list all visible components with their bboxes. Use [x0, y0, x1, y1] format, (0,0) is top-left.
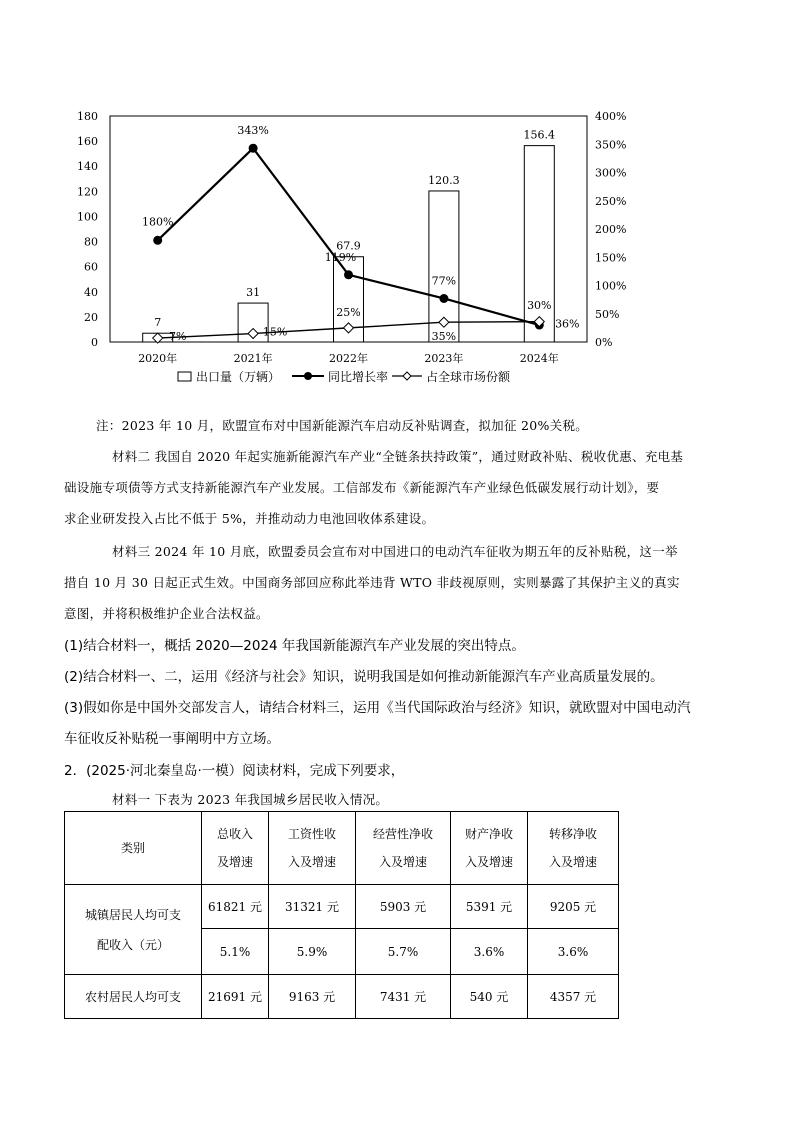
problem-2-heading: 2．(2025·河北秦皇岛·一模）阅读材料，完成下列要求，: [64, 763, 405, 779]
market-share-label: 15%: [262, 325, 288, 339]
x-axis-ticks: [138, 351, 559, 365]
growth-rate-label: 77%: [431, 274, 457, 288]
table-row: [65, 975, 619, 1019]
growth-rate-point: [249, 144, 258, 153]
x-tick-label: 2021年: [233, 352, 273, 365]
material-3-line-2: 措自 10 月 30 日起正式生效。中国商务部回应称此举违背 WTO 非歧视原则，实则暴露了其保护主义的真实: [64, 575, 680, 590]
table-row: [65, 885, 619, 929]
table-cell: 3.6%: [451, 929, 528, 975]
header-transfer: 转移净收 入及增速: [528, 812, 619, 885]
left-tick-label: 20: [84, 310, 98, 324]
left-tick-label: 80: [84, 235, 98, 249]
market-share-label: 7%: [168, 330, 187, 344]
legend-diamond-swatch: [403, 372, 411, 380]
market-share-label: 36%: [555, 317, 580, 331]
market-share-line: [153, 306, 580, 343]
right-tick-label: 100%: [595, 279, 627, 293]
x-tick-label: 2024年: [519, 352, 559, 365]
right-tick-label: 150%: [595, 251, 627, 265]
header-wage: 工资性收 入及增速: [269, 812, 356, 885]
left-tick-label: 160: [77, 135, 98, 149]
growth-rate-point: [439, 294, 448, 303]
legend-dot-swatch: [304, 372, 312, 380]
right-tick-label: 200%: [595, 223, 627, 236]
legend-bar-swatch: [178, 372, 191, 381]
question-2: (2)结合材料一、二，运用《经济与社会》知识，说明我国是如何推动新能源汽车产业高质量发展的。: [64, 669, 664, 685]
market-share-label: 25%: [336, 305, 361, 319]
material-2-line-2: 础设施专项债等方式支持新能源汽车产业发展。工信部发布《新能源汽车产业绿色低碳发展行动计划》，要: [64, 480, 660, 495]
table-cell: 4357 元: [528, 975, 619, 1019]
header-property: 财产净收 入及增速: [451, 812, 528, 885]
right-tick-label: 400%: [595, 110, 627, 123]
growth-rate-label: 180%: [141, 215, 174, 229]
table-cell: 61821 元: [202, 885, 269, 929]
income-table: [64, 811, 619, 1019]
legend-label: 出口量（万辆）: [196, 370, 281, 384]
right-tick-label: 300%: [595, 166, 627, 180]
x-tick-label: 2020年: [138, 352, 178, 365]
table-cell: 31321 元: [269, 885, 356, 929]
question-3-line-2: 车征收反补贴税一事阐明中方立场。: [64, 731, 280, 747]
left-axis-ticks: [77, 110, 98, 349]
right-tick-label: 50%: [595, 307, 620, 321]
growth-rate-label: 343%: [237, 124, 269, 138]
export-bar-label: 120.3: [428, 173, 460, 187]
left-tick-label: 60: [84, 260, 98, 274]
market-share-label: 35%: [431, 330, 457, 344]
table-cell: 9205 元: [528, 885, 619, 929]
material-3-line-3: 意图，并将积极维护企业合法权益。: [64, 606, 269, 621]
x-tick-label: 2022年: [329, 352, 368, 365]
left-tick-label: 100: [77, 210, 98, 224]
legend-label: 同比增长率: [328, 370, 389, 384]
table-intro: 材料一 下表为 2023 年我国城乡居民收入情况。: [112, 792, 389, 807]
chart-note: 注：2023 年 10 月，欧盟宣布对中国新能源汽车启动反补贴调查，拟加征 20%关税。: [96, 418, 589, 433]
table-cell: 5391 元: [451, 885, 528, 929]
question-3-line-1: (3)假如你是中国外交部发言人，请结合材料三，运用《当代国际政治与经济》知识，就欧盟对中国电动汽: [64, 700, 691, 716]
growth-rate-point: [153, 236, 162, 245]
left-tick-label: 140: [77, 160, 98, 174]
table-cell: 5.1%: [202, 929, 269, 975]
table-cell: 5.7%: [356, 929, 451, 975]
question-1: (1)结合材料一，概括 2020—2024 年我国新能源汽车产业发展的突出特点。: [64, 638, 525, 654]
table-cell: 5903 元: [356, 885, 451, 929]
export-bar-label: 156.4: [523, 128, 556, 142]
table-cell: 540 元: [451, 975, 528, 1019]
right-axis-ticks: [595, 110, 626, 349]
header-business: 经营性净收 入及增速: [356, 812, 451, 885]
header-total: 总收入 及增速: [202, 812, 269, 885]
material-2-line-3: 求企业研发投入占比不低于 5%，并推动动力电池回收体系建设。: [64, 511, 435, 526]
export-bar-label: 67.9: [336, 239, 361, 253]
growth-rate-label: 30%: [527, 299, 552, 313]
export-bar: [524, 146, 554, 342]
right-tick-label: 0%: [595, 336, 613, 349]
export-bar-label: 31: [246, 286, 261, 300]
export-chart: [60, 100, 627, 400]
table-cell: 9163 元: [269, 975, 356, 1019]
table-cell: 7431 元: [356, 975, 451, 1019]
left-tick-label: 180: [77, 110, 98, 123]
growth-rate-point: [344, 270, 353, 279]
right-tick-label: 350%: [595, 138, 627, 152]
left-tick-label: 40: [84, 285, 98, 299]
chart-legend: [178, 369, 511, 384]
legend-label: 占全球市场份额: [426, 370, 511, 384]
growth-rate-label: 119%: [324, 250, 357, 264]
left-tick-label: 0: [91, 336, 98, 349]
header-category: 类别: [65, 812, 202, 885]
material-2-line-1: 材料二 我国自 2020 年起实施新能源汽车产业“全链条扶持政策”，通过财政补贴、税收优惠、充电基: [112, 449, 684, 464]
table-header-row: [65, 812, 619, 885]
rural-label: 农村居民人均可支: [65, 975, 202, 1019]
x-tick-label: 2023年: [424, 352, 464, 365]
right-tick-label: 250%: [595, 194, 627, 208]
table-cell: 5.9%: [269, 929, 356, 975]
table-cell: 21691 元: [202, 975, 269, 1019]
urban-label: 城镇居民人均可支 配收入（元）: [65, 885, 202, 975]
left-tick-label: 120: [77, 185, 98, 199]
material-3-line-1: 材料三 2024 年 10 月底，欧盟委员会宣布对中国进口的电动汽车征收为期五年的反补贴税，这一举: [112, 544, 678, 559]
export-bar-label: 7: [154, 316, 162, 330]
table-cell: 3.6%: [528, 929, 619, 975]
